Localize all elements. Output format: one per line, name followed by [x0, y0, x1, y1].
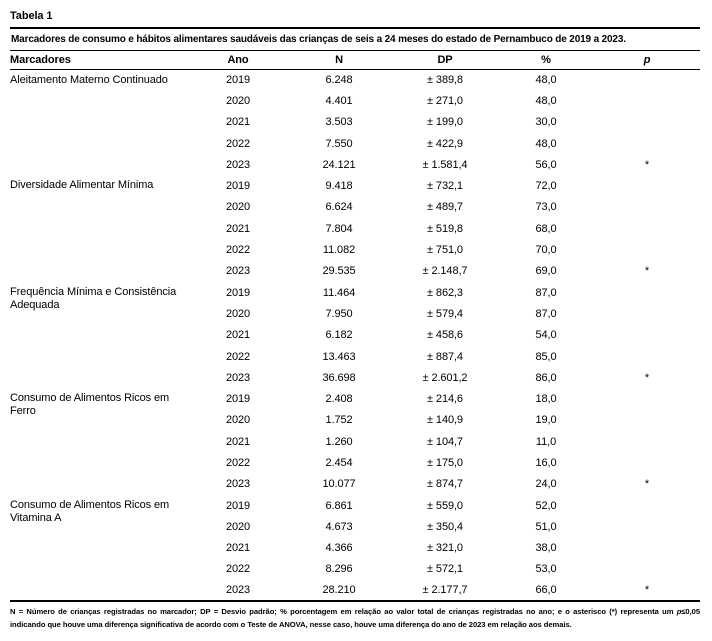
cell-n: 6.248 [325, 73, 353, 86]
cell-pct: 18,0 [535, 393, 557, 406]
cell-dp: ± 422,9 [427, 137, 463, 150]
footnote-p-symbol: p [676, 607, 682, 617]
cell-dp: ± 489,7 [427, 201, 463, 214]
markers-table [10, 51, 700, 602]
column-header-p: p [594, 51, 700, 69]
cell-pct: 54,0 [535, 329, 557, 342]
cell-dp: ± 2.148,7 [422, 265, 468, 278]
cell-ano: 2021 [225, 116, 251, 129]
cell-n: 10.077 [322, 478, 356, 491]
cell-pct: 11,0 [535, 435, 557, 448]
column-header-marcadores: Marcadores [10, 51, 190, 69]
cell-dp: ± 175,0 [427, 456, 463, 469]
cell-n: 24.121 [322, 158, 356, 171]
table-caption: Marcadores de consumo e hábitos alimentares saudáveis das crianças de seis a 24 meses do estado de Pernambuco de 2019 a 2023. [10, 29, 700, 51]
cell-pct: 52,0 [535, 499, 557, 512]
cell-n: 28.210 [322, 584, 356, 597]
cell-pct: 72,0 [535, 180, 557, 193]
cell-pct: 48,0 [535, 94, 557, 107]
cell-ano: 2023 [225, 371, 251, 384]
cell-dp: ± 199,0 [427, 116, 463, 129]
cell-pct: 24,0 [535, 478, 557, 491]
cell-ano: 2023 [225, 265, 251, 278]
cell-p [594, 197, 700, 218]
column-header-ano: Ano [190, 51, 286, 69]
cell-n: 2.454 [325, 456, 353, 469]
cell-pct: 53,0 [535, 563, 557, 576]
cell-pct: 73,0 [535, 201, 557, 214]
cell-p [594, 452, 700, 473]
cell-pct: 66,0 [535, 584, 557, 597]
cell-n: 36.698 [322, 371, 356, 384]
cell-p-significance: * [644, 478, 650, 491]
cell-pct: 38,0 [535, 542, 557, 555]
cell-ano: 2020 [225, 307, 251, 320]
cell-pct: 86,0 [535, 371, 557, 384]
cell-ano: 2022 [225, 563, 251, 576]
cell-p [594, 133, 700, 154]
cell-dp: ± 321,0 [427, 542, 463, 555]
cell-dp: ± 1.581,4 [422, 158, 468, 171]
cell-ano: 2019 [225, 73, 251, 86]
cell-ano: 2019 [225, 393, 251, 406]
cell-dp: ± 458,6 [427, 329, 463, 342]
table-row [10, 282, 700, 303]
cell-n: 13.463 [322, 350, 356, 363]
cell-p [594, 410, 700, 431]
cell-p [594, 239, 700, 260]
cell-n: 2.408 [325, 393, 353, 406]
cell-p [594, 303, 700, 324]
footnote-text-after: ≤0,05 indicando que houve uma diferença significativa de acordo com o Teste de ANOVA, nesse caso, houve uma diferença do ano de 2023 em relação aos demais. [10, 607, 700, 629]
cell-p-significance: * [644, 584, 650, 597]
cell-p [594, 431, 700, 452]
cell-ano: 2023 [225, 478, 251, 491]
cell-pct: 48,0 [535, 73, 557, 86]
cell-p [594, 388, 700, 409]
column-header-dp: DP [392, 51, 498, 69]
cell-n: 7.950 [325, 307, 353, 320]
cell-pct: 30,0 [535, 116, 557, 129]
cell-p [594, 346, 700, 367]
cell-p [594, 325, 700, 346]
cell-p [594, 175, 700, 196]
marker-frequencia-minima-consistencia-adequada: Frequência Mínima e Consistência Adequada [10, 285, 177, 311]
cell-n: 4.401 [325, 94, 353, 107]
table-row [10, 69, 700, 90]
cell-dp: ± 887,4 [427, 350, 463, 363]
cell-dp: ± 572,1 [427, 563, 463, 576]
cell-pct: 56,0 [535, 158, 557, 171]
cell-pct: 48,0 [535, 137, 557, 150]
cell-pct: 87,0 [535, 286, 557, 299]
cell-n: 8.296 [325, 563, 353, 576]
cell-pct: 87,0 [535, 307, 557, 320]
cell-dp: ± 140,9 [427, 414, 463, 427]
table-row [10, 495, 700, 516]
cell-p-significance: * [644, 371, 650, 384]
cell-n: 7.804 [325, 222, 353, 235]
cell-pct: 70,0 [535, 244, 557, 257]
cell-ano: 2020 [225, 94, 251, 107]
cell-dp: ± 579,4 [427, 307, 463, 320]
cell-n: 11.464 [322, 286, 356, 299]
cell-ano: 2019 [225, 180, 251, 193]
cell-p [594, 495, 700, 516]
table-footnote [10, 602, 700, 631]
table-row [10, 175, 700, 196]
cell-ano: 2020 [225, 520, 251, 533]
cell-dp: ± 2.601,2 [422, 371, 468, 384]
cell-dp: ± 874,7 [427, 478, 463, 491]
marker-alimentos-ricos-em-ferro: Consumo de Alimentos Ricos em Ferro [10, 392, 170, 418]
table-body [10, 69, 700, 601]
cell-ano: 2023 [225, 584, 251, 597]
cell-ano: 2022 [225, 456, 251, 469]
cell-p [594, 69, 700, 90]
cell-p [594, 282, 700, 303]
cell-ano: 2022 [225, 350, 251, 363]
cell-p [594, 538, 700, 559]
cell-n: 29.535 [322, 265, 356, 278]
cell-dp: ± 214,6 [427, 393, 463, 406]
cell-n: 6.182 [325, 329, 353, 342]
cell-ano: 2022 [225, 244, 251, 257]
cell-dp: ± 732,1 [427, 180, 463, 193]
cell-ano: 2021 [225, 435, 251, 448]
cell-pct: 16,0 [535, 456, 557, 469]
cell-pct: 85,0 [535, 350, 557, 363]
cell-dp: ± 104,7 [427, 435, 463, 448]
cell-n: 6.624 [325, 201, 353, 214]
cell-ano: 2021 [225, 329, 251, 342]
cell-pct: 19,0 [535, 414, 557, 427]
cell-dp: ± 519,8 [427, 222, 463, 235]
cell-p [594, 90, 700, 111]
cell-pct: 69,0 [535, 265, 557, 278]
cell-dp: ± 862,3 [427, 286, 463, 299]
cell-ano: 2020 [225, 201, 251, 214]
cell-n: 3.503 [325, 116, 353, 129]
marker-aleitamento-materno-continuado: Aleitamento Materno Continuado [10, 73, 168, 86]
cell-dp: ± 2.177,7 [422, 584, 468, 597]
table-row [10, 388, 700, 409]
cell-p [594, 516, 700, 537]
cell-p-significance: * [644, 158, 650, 171]
cell-p-significance: * [644, 265, 650, 278]
marker-diversidade-alimentar-minima: Diversidade Alimentar Mínima [10, 179, 154, 192]
cell-p [594, 112, 700, 133]
cell-dp: ± 751,0 [427, 244, 463, 257]
cell-pct: 51,0 [535, 520, 557, 533]
column-header-pct: % [498, 51, 594, 69]
table-number-label: Tabela 1 [10, 10, 53, 22]
cell-ano: 2021 [225, 222, 251, 235]
cell-n: 1.752 [325, 414, 353, 427]
cell-pct: 68,0 [535, 222, 557, 235]
table-header [10, 51, 700, 69]
cell-n: 4.366 [325, 542, 353, 555]
column-header-n: N [286, 51, 392, 69]
cell-ano: 2020 [225, 414, 251, 427]
cell-n: 6.861 [325, 499, 353, 512]
marker-alimentos-ricos-em-vitamina-a: Consumo de Alimentos Ricos em Vitamina A [10, 498, 170, 524]
cell-n: 7.550 [325, 137, 353, 150]
cell-ano: 2019 [225, 286, 251, 299]
cell-ano: 2019 [225, 499, 251, 512]
cell-n: 11.082 [322, 244, 356, 257]
cell-ano: 2022 [225, 137, 251, 150]
header-row [10, 51, 700, 69]
cell-ano: 2021 [225, 542, 251, 555]
cell-p [594, 559, 700, 580]
cell-dp: ± 559,0 [427, 499, 463, 512]
cell-ano: 2023 [225, 158, 251, 171]
cell-dp: ± 350,4 [427, 520, 463, 533]
cell-dp: ± 389,8 [427, 73, 463, 86]
cell-n: 9.418 [325, 180, 353, 193]
cell-n: 1.260 [325, 435, 353, 448]
footnote-text-before: N = Número de crianças registradas no marcador; DP = Desvio padrão; % porcentagem em relação ao valor total de crianças registradas no ano; e o asterisco (*) representa um [10, 607, 677, 617]
cell-p [594, 218, 700, 239]
cell-n: 4.673 [325, 520, 353, 533]
cell-dp: ± 271,0 [427, 94, 463, 107]
